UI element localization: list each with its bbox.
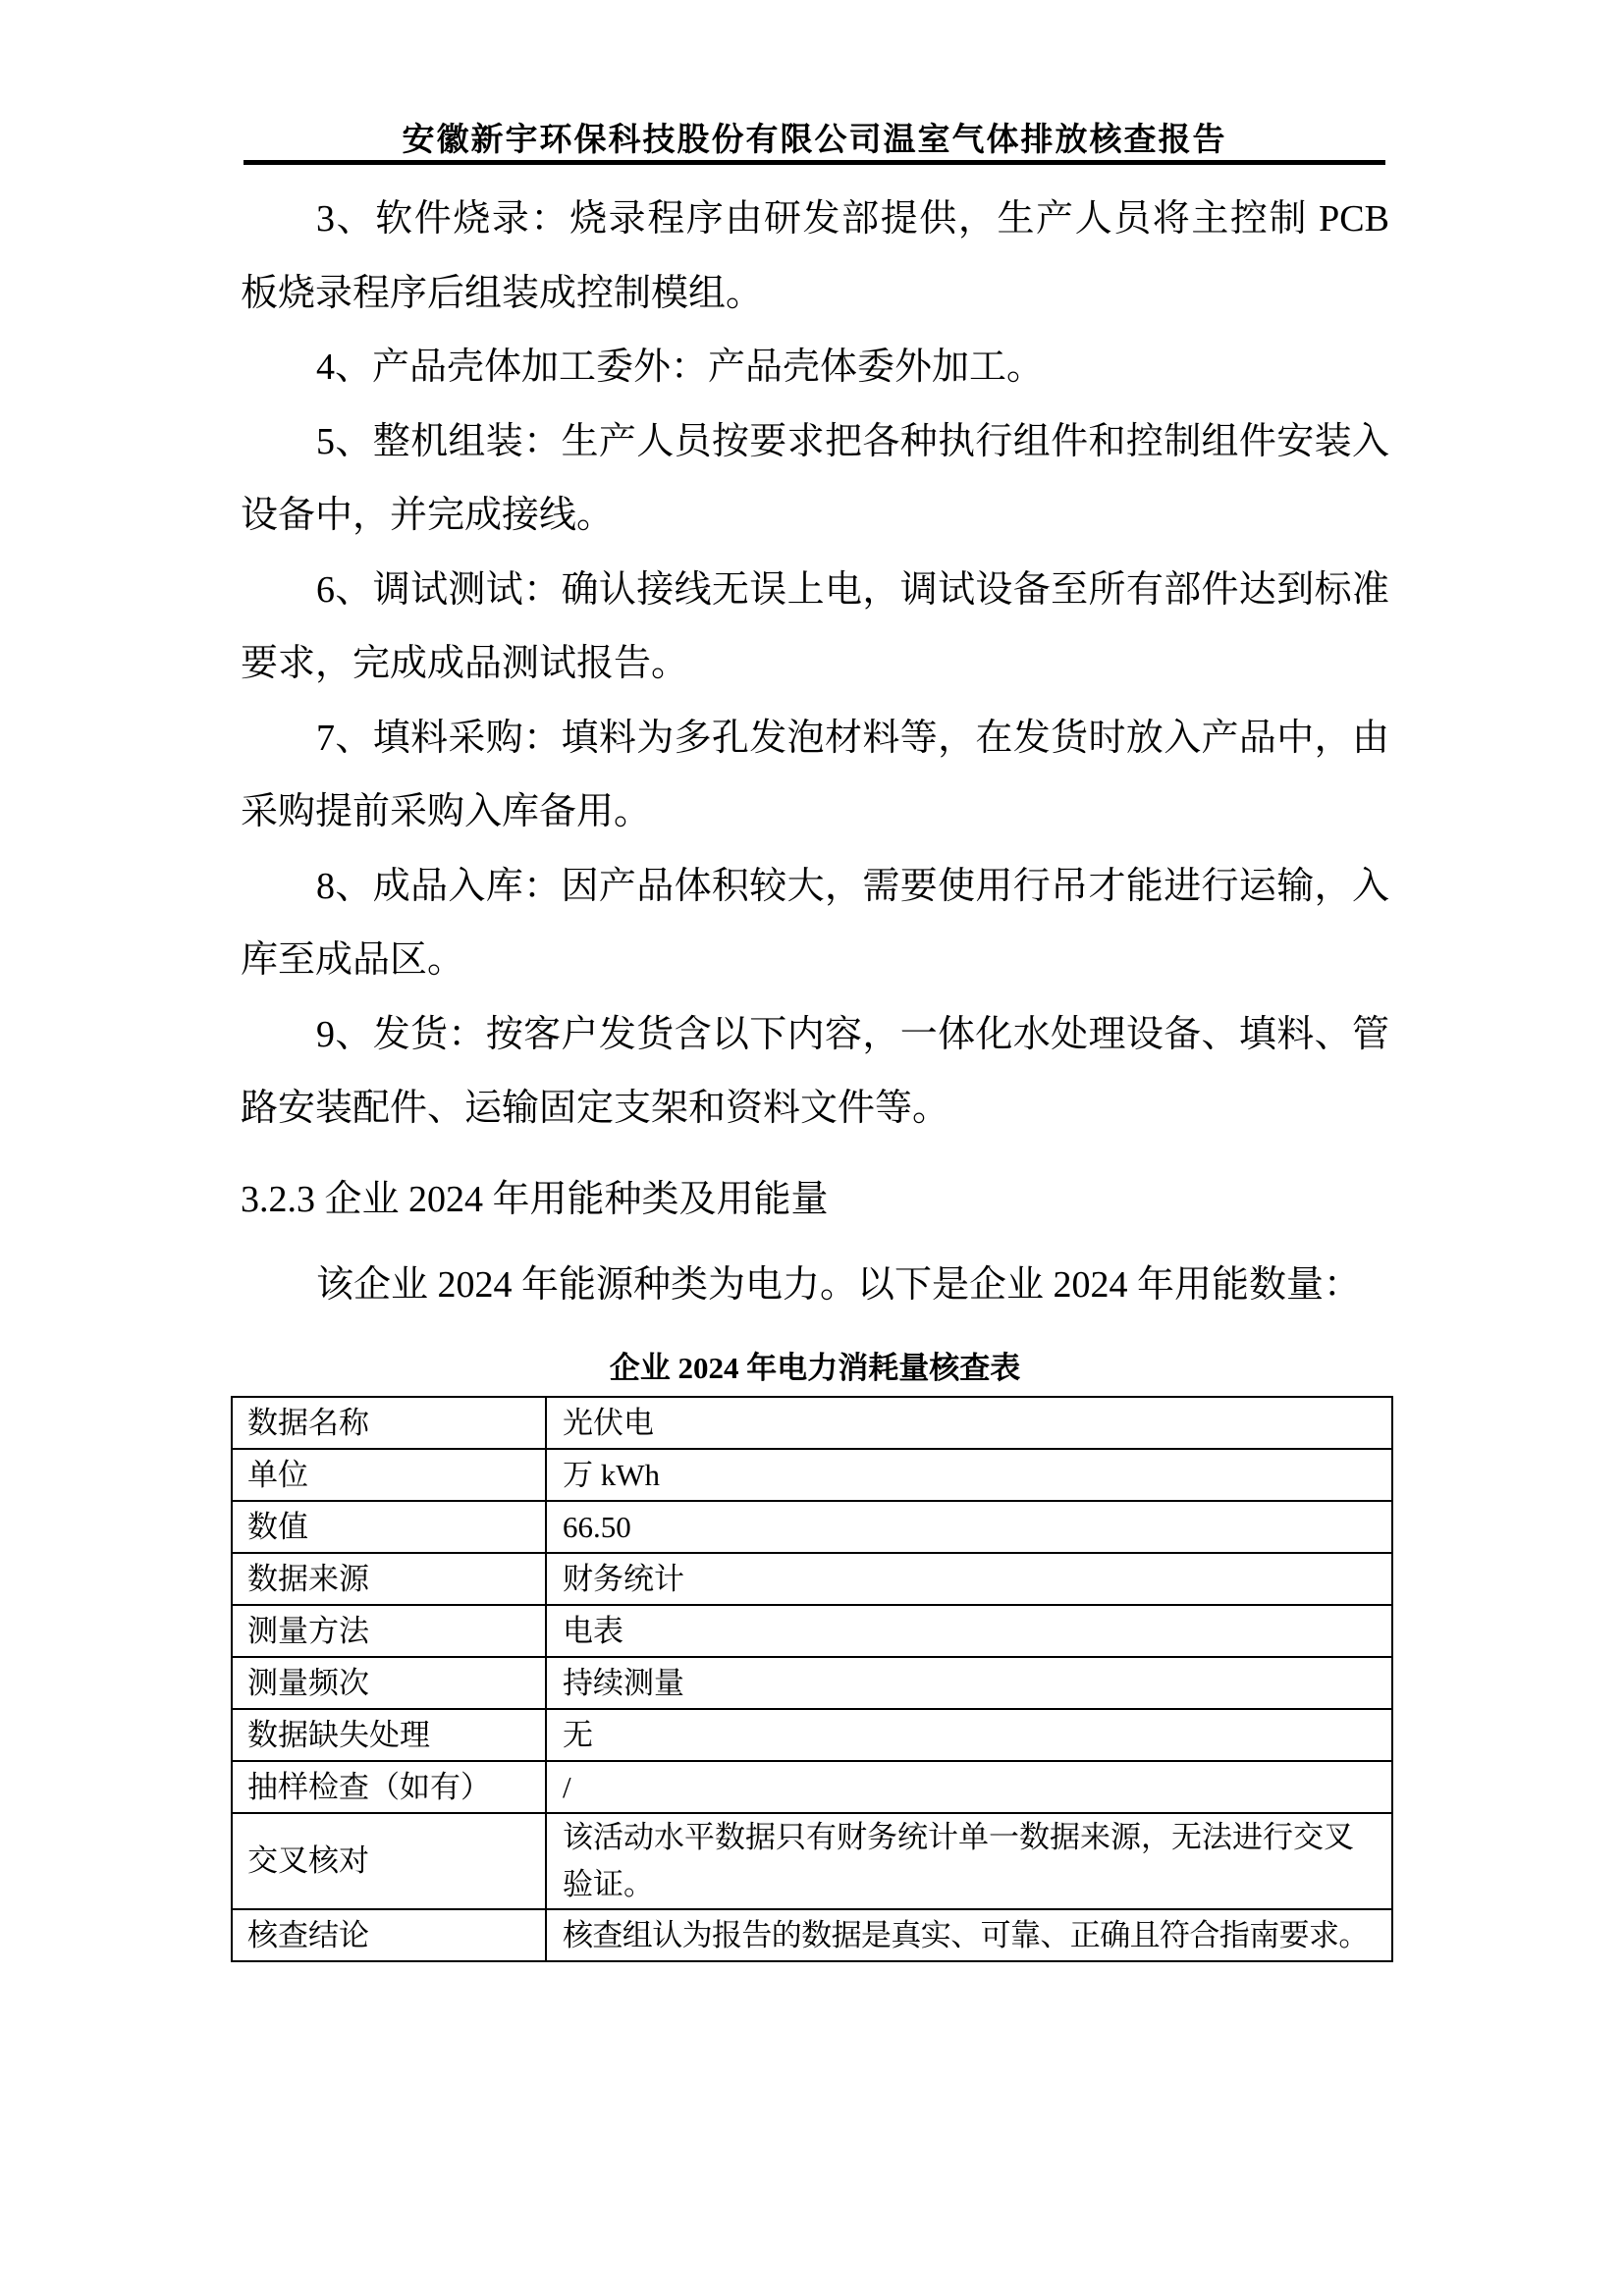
row-value-cell: 核查组认为报告的数据是真实、可靠、正确且符合指南要求。 — [546, 1909, 1392, 1961]
row-label-cell: 数据来源 — [232, 1553, 546, 1605]
row-label-cell: 测量方法 — [232, 1605, 546, 1657]
paragraph: 6、调试测试：确认接线无误上电，调试设备至所有部件达到标准要求，完成成品测试报告。 — [241, 568, 1389, 684]
row-value-cell: 持续测量 — [546, 1657, 1392, 1709]
table-row — [232, 1813, 1392, 1909]
paragraph: 5、整机组装：生产人员按要求把各种执行组件和控制组件安装入设备中，并完成接线。 — [241, 420, 1389, 536]
paragraph: 7、填料采购：填料为多孔发泡材料等，在发货时放入产品中，由采购提前采购入库备用。 — [241, 717, 1389, 832]
table-row — [232, 1553, 1392, 1605]
paragraph: 8、成品入库：因产品体积较大，需要使用行吊才能进行运输，入库至成品区。 — [241, 865, 1389, 981]
table-row — [232, 1449, 1392, 1501]
table-row — [232, 1501, 1392, 1553]
row-label-cell: 抽样检查（如有） — [232, 1761, 546, 1813]
row-label-cell: 核查结论 — [232, 1909, 546, 1961]
row-label-cell: 数值 — [232, 1501, 546, 1553]
row-value-cell: 万 kWh — [546, 1449, 1392, 1501]
table-row — [232, 1397, 1392, 1449]
body-text-block — [241, 183, 1389, 1147]
paragraph: 9、发货：按客户发货含以下内容，一体化水处理设备、填料、管路安装配件、运输固定支架和资料文件等。 — [241, 1013, 1389, 1129]
intro-paragraph: 该企业 2024 年能源种类为电力。以下是企业 2024 年用能数量： — [316, 1264, 1362, 1306]
row-value-cell: 电表 — [546, 1605, 1392, 1657]
table-row — [232, 1709, 1392, 1761]
table-row — [232, 1761, 1392, 1813]
row-label-cell: 测量频次 — [232, 1657, 546, 1709]
row-label-cell: 交叉核对 — [232, 1813, 546, 1909]
row-value-cell: 光伏电 — [546, 1397, 1392, 1449]
row-value-cell: 财务统计 — [546, 1553, 1392, 1605]
row-label-cell: 数据名称 — [232, 1397, 546, 1449]
table-row — [232, 1657, 1392, 1709]
verification-table — [231, 1396, 1393, 1962]
table-row — [232, 1909, 1392, 1961]
header-rule — [244, 160, 1385, 165]
row-label-cell: 数据缺失处理 — [232, 1709, 546, 1761]
paragraph: 3、软件烧录：烧录程序由研发部提供，生产人员将主控制 PCB 板烧录程序后组装成控制模组。 — [241, 198, 1389, 314]
row-value-cell: 66.50 — [546, 1501, 1392, 1553]
page-header-title: 安徽新宇环保科技股份有限公司温室气体排放核查报告 — [402, 123, 1227, 158]
row-label-cell: 单位 — [232, 1449, 546, 1501]
table-caption: 企业 2024 年电力消耗量核查表 — [609, 1351, 1021, 1385]
paragraph: 4、产品壳体加工委外：产品壳体委外加工。 — [316, 347, 1045, 388]
row-value-cell: 无 — [546, 1709, 1392, 1761]
table-row — [232, 1605, 1392, 1657]
row-value-cell: / — [546, 1761, 1392, 1813]
section-heading: 3.2.3 企业 2024 年用能种类及用能量 — [241, 1179, 829, 1220]
row-value-cell: 该活动水平数据只有财务统计单一数据来源，无法进行交叉验证。 — [546, 1813, 1392, 1909]
